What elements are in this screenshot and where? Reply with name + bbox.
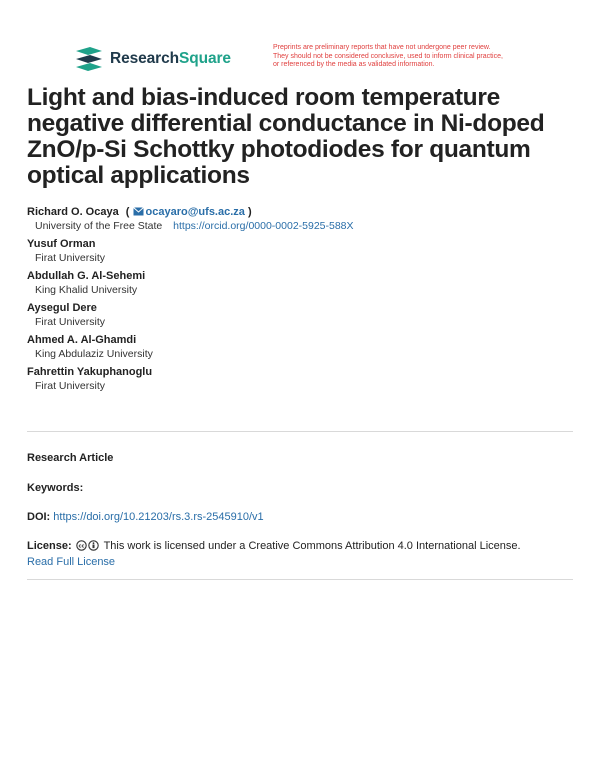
article-type	[27, 450, 113, 466]
email-open-paren: (	[125, 206, 130, 218]
author-entry	[27, 333, 575, 361]
author-affiliation: King Khalid University	[35, 284, 138, 296]
license	[27, 538, 521, 570]
author-name: Richard O. Ocaya	[27, 206, 119, 218]
creative-commons-icon	[76, 540, 100, 551]
author-entry	[27, 269, 575, 297]
research-square-logo[interactable]	[74, 46, 231, 72]
article-title: Light and bias-induced room temperature negative differential conductance in Ni-doped ZnO/p-Si Schottky photodiodes for quantum optical applications	[27, 84, 545, 189]
author-entry	[27, 237, 575, 265]
author-name: Aysegul Dere	[27, 302, 97, 314]
preprint-notice	[273, 44, 543, 70]
article-type-label: Research Article	[27, 452, 114, 464]
author-affiliation: Firat University	[35, 316, 106, 328]
author-entry	[27, 365, 575, 393]
doi-label: DOI:	[27, 511, 51, 523]
preprint-notice-line: They should not be considered conclusive, used to inform clinical practice,	[273, 52, 503, 60]
logo-word-research: Research	[110, 50, 179, 67]
email-close-paren: )	[247, 206, 252, 218]
author-name-line	[27, 205, 575, 219]
author-affiliation: Firat University	[35, 252, 106, 264]
orcid-link[interactable]: https://orcid.org/0000-0002-5925-588X	[173, 220, 354, 232]
author-affiliation: Firat University	[35, 380, 106, 392]
author-name: Fahrettin Yakuphanoglu	[27, 366, 153, 378]
research-square-logo-icon	[74, 46, 104, 72]
author-affiliation-line	[27, 219, 575, 233]
author-name: Abdullah G. Al-Sehemi	[27, 270, 146, 282]
author-name: Yusuf Orman	[27, 238, 96, 250]
logo-word-square: Square	[179, 50, 231, 67]
license-label: License:	[27, 540, 72, 552]
svg-text:cc: cc	[78, 543, 85, 550]
author-list	[27, 205, 575, 397]
read-full-license-link[interactable]: Read Full License	[27, 556, 116, 568]
section-divider	[27, 431, 573, 432]
keywords	[27, 480, 83, 496]
author-name: Ahmed A. Al-Ghamdi	[27, 334, 137, 346]
keywords-label: Keywords:	[27, 482, 84, 494]
license-text: This work is licensed under a Creative Commons Attribution 4.0 International License.	[103, 540, 521, 552]
author-email-link[interactable]: ocayaro@ufs.ac.za	[145, 206, 245, 218]
doi-link[interactable]: https://doi.org/10.21203/rs.3.rs-2545910/v1	[53, 511, 264, 523]
mail-icon	[133, 207, 144, 216]
author-affiliation: University of the Free State	[35, 220, 163, 232]
doi	[27, 509, 264, 525]
header	[74, 44, 534, 78]
preprint-notice-line: Preprints are preliminary reports that have not undergone peer review.	[273, 44, 491, 51]
logo-text	[110, 50, 231, 68]
author-entry	[27, 301, 575, 329]
author-affiliation: King Abdulaziz University	[35, 348, 153, 360]
section-divider	[27, 579, 573, 580]
preprint-notice-line: or referenced by the media as validated information.	[273, 61, 435, 69]
author-entry	[27, 205, 575, 233]
